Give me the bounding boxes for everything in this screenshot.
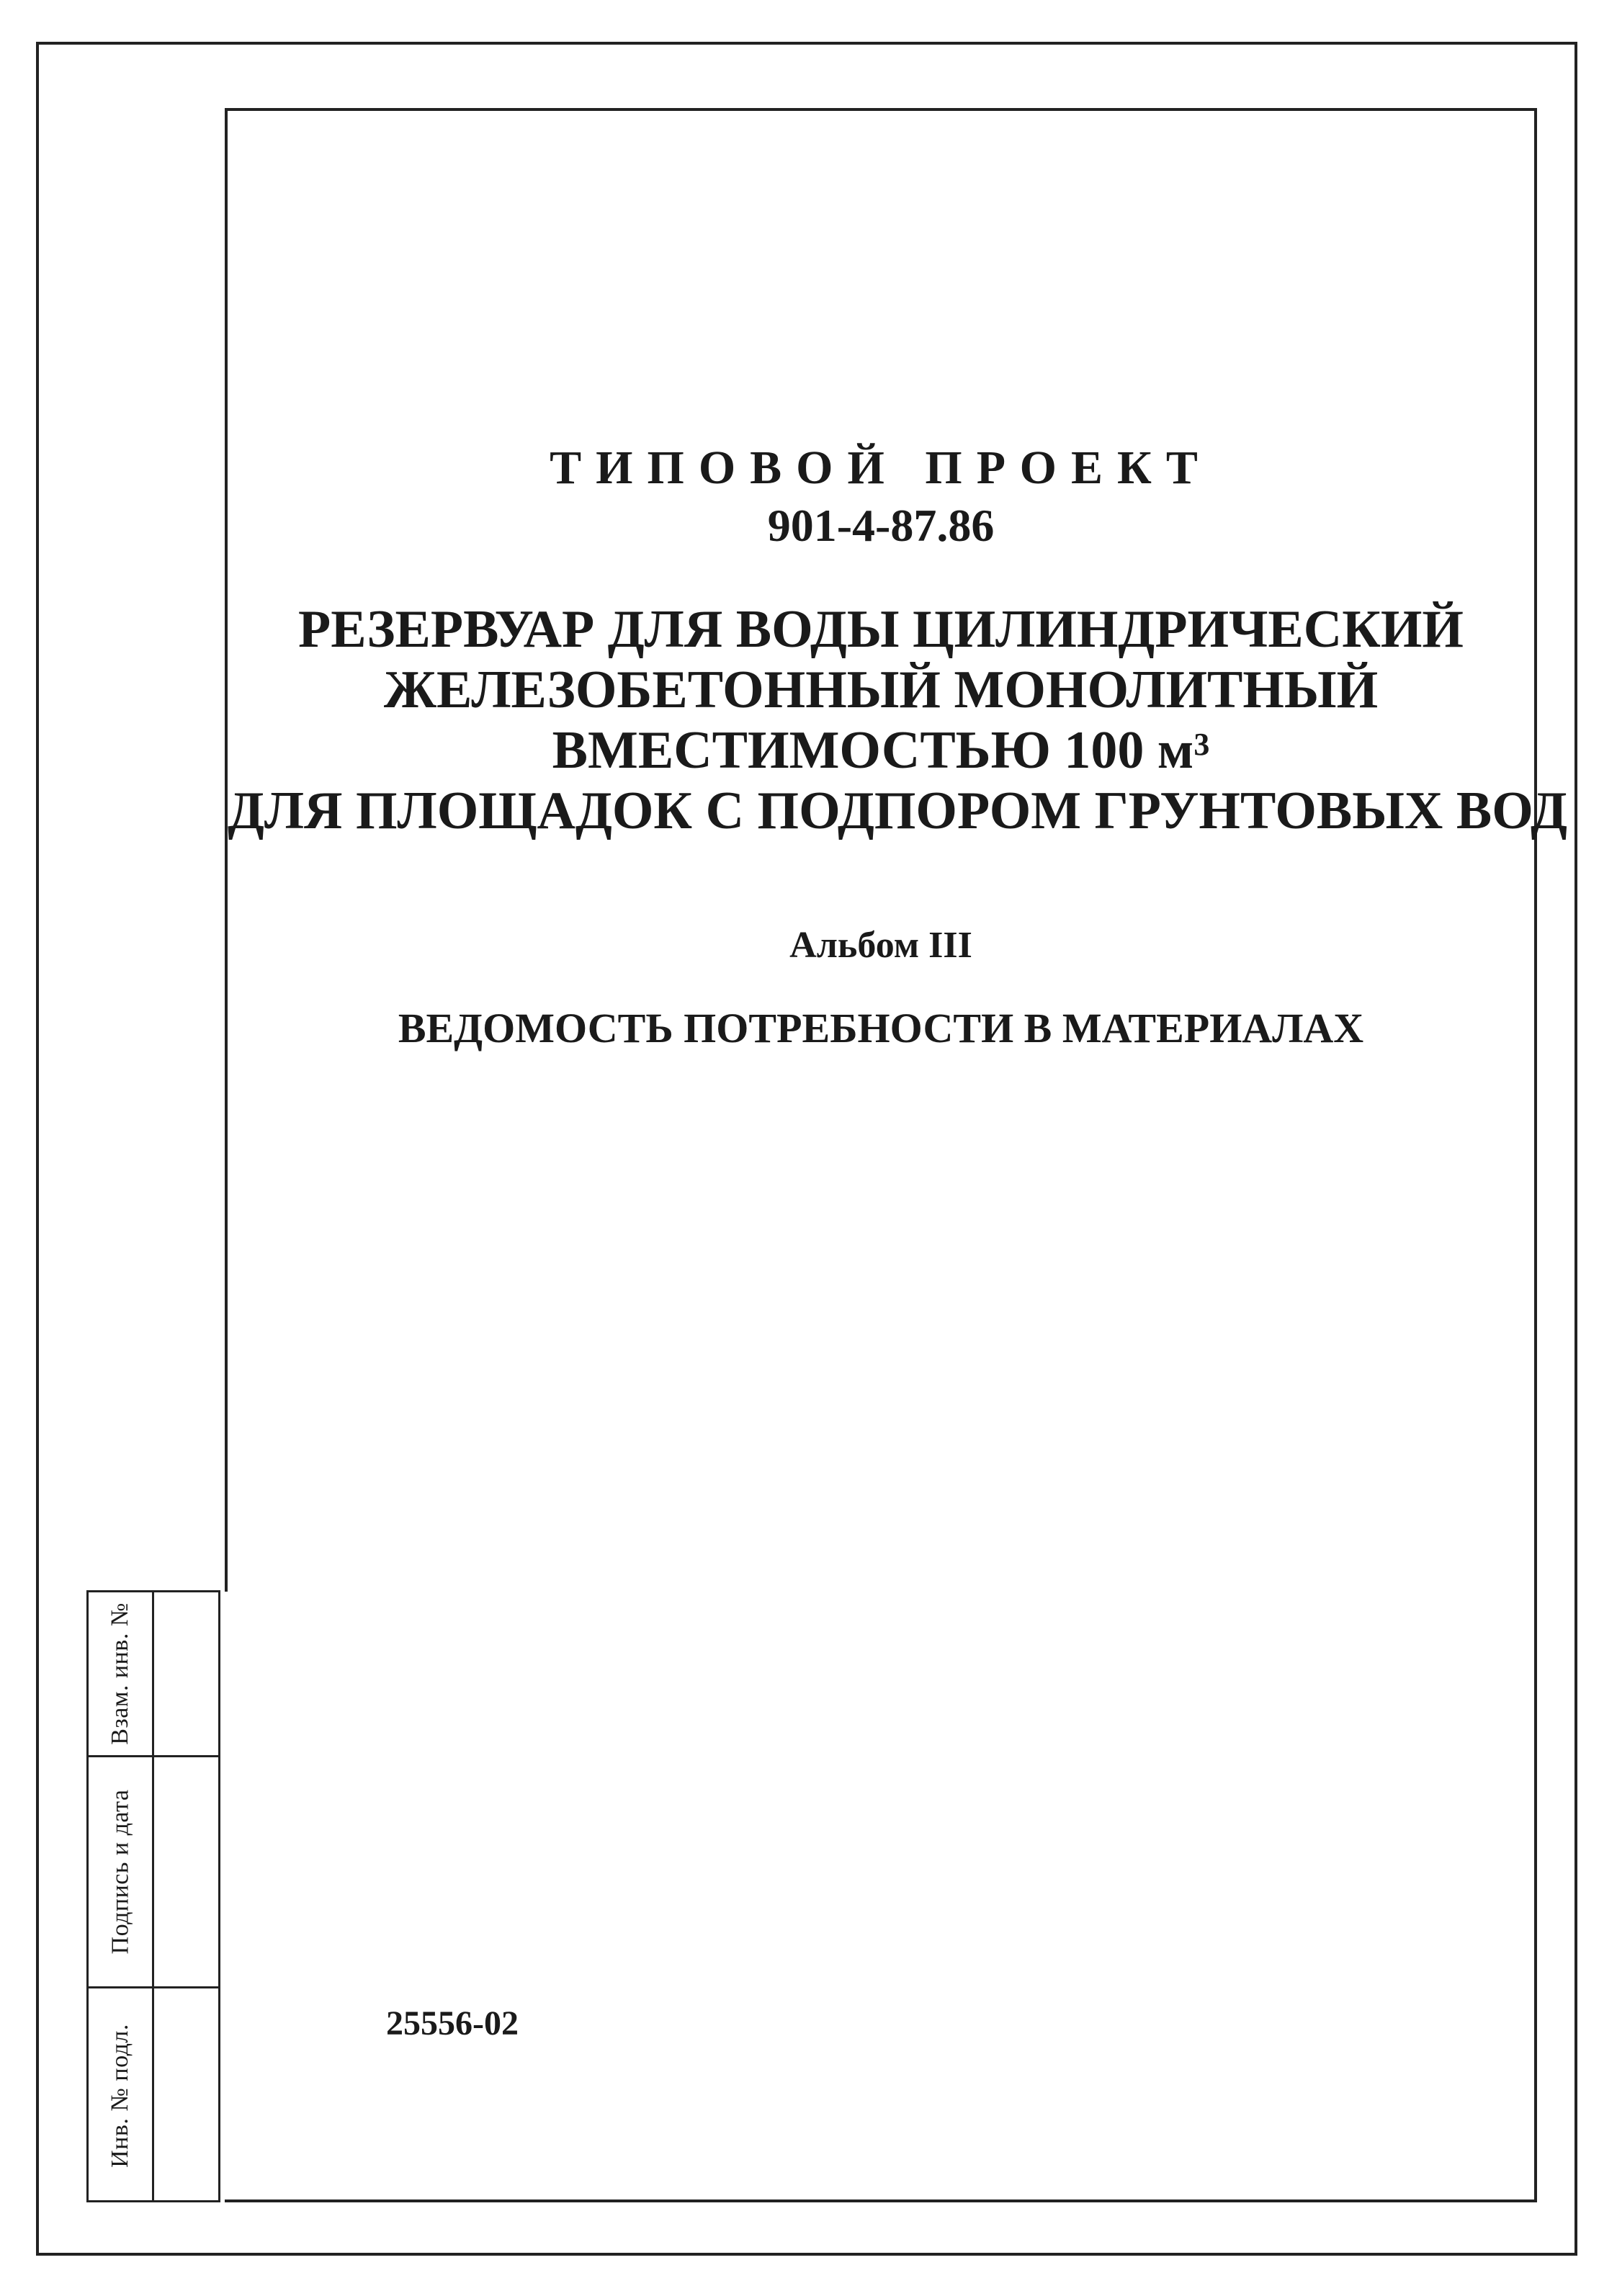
document-code: 25556-02: [386, 2004, 519, 2042]
inner-frame-left-border: [225, 108, 228, 1592]
stamp-field-label: Подпись и дата: [107, 1789, 133, 1955]
inner-frame: [225, 108, 1568, 2202]
stamp-field-replacement-inventory: [89, 1592, 152, 1755]
album-subtitle: ВЕДОМОСТЬ ПОТРЕБНОСТИ В МАТЕРИАЛАХ: [398, 1005, 1364, 1051]
stamp-column-divider: [152, 1592, 154, 2200]
album-number: Альбом III: [789, 925, 972, 966]
stamp-field-signature-date: [89, 1757, 152, 1986]
stamp-field-original-inventory: [89, 1988, 152, 2202]
side-stamp: [86, 1590, 220, 2202]
project-title-line: [228, 720, 1534, 781]
volume-unit-superscript: 3: [1193, 727, 1210, 762]
project-title-line: РЕЗЕРВУАР ДЛЯ ВОДЫ ЦИЛИНДРИЧЕСКИЙ: [298, 600, 1464, 659]
project-title: [228, 599, 1568, 841]
project-number: 901-4-87.86: [767, 500, 995, 551]
project-title-line: ЖЕЛЕЗОБЕТОННЫЙ МОНОЛИТНЫЙ: [383, 660, 1379, 719]
project-title-line: ДЛЯ ПЛОЩАДОК С ПОДПОРОМ ГРУНТОВЫХ ВОД: [228, 781, 1568, 840]
project-type-heading: ТИПОВОЙ ПРОЕКТ: [550, 441, 1212, 494]
stamp-field-label: Инв. № подл.: [107, 2023, 134, 2168]
project-title-line-text: ВМЕСТИМОСТЬЮ 100 м: [552, 721, 1194, 780]
stamp-field-label: Взам. инв. №: [107, 1602, 134, 1745]
